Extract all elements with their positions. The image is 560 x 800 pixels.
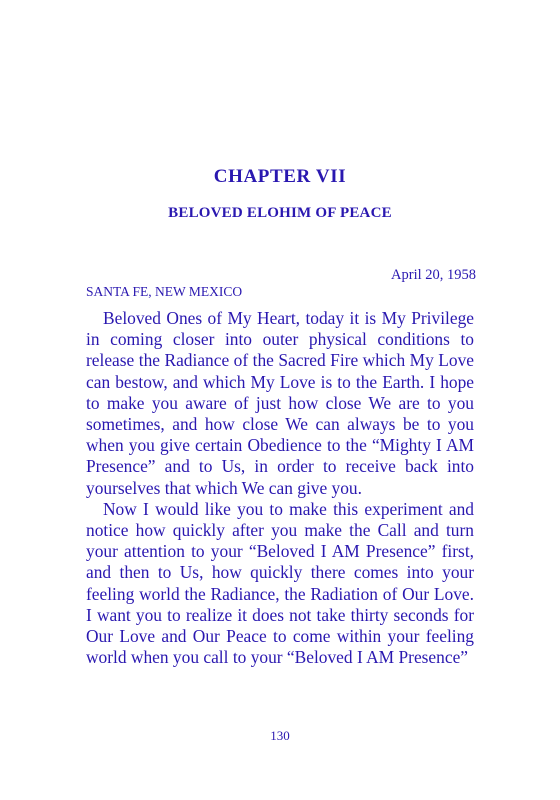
paragraph: Beloved Ones of My Heart, today it is My Privilege in coming closer into outer physical conditions to release the Radiance of the Sacred Fire which My Love can bestow, and which My Love is to the Earth. I hope to make you aware of just how close We are to you sometimes, and how close We can always be to you when you give certain Obedience to the “Mighty I AM Presence” and to Us, in order to receive back into yourselves that which We can give you. [86, 308, 474, 498]
page-number: 130 [270, 728, 290, 743]
chapter-subtitle: BELOVED ELOHIM OF PEACE [168, 205, 392, 221]
dateline-place: SANTA FE, NEW MEXICO [86, 284, 243, 299]
body-text [86, 308, 474, 668]
chapter-title: CHAPTER VII [213, 166, 347, 187]
dateline-date: April 20, 1958 [391, 267, 476, 283]
paragraph: Now I would like you to make this experiment and notice how quickly after you make the Call and turn your attention to your “Beloved I AM Presence” first, and then to Us, how quickly there comes into your feeling world the Radiance, the Radiation of Our Love. I want you to realize it does not take thirty seconds for Our Love and Our Peace to come within your feeling world when you call to your “Beloved I AM Presence” [86, 498, 474, 668]
